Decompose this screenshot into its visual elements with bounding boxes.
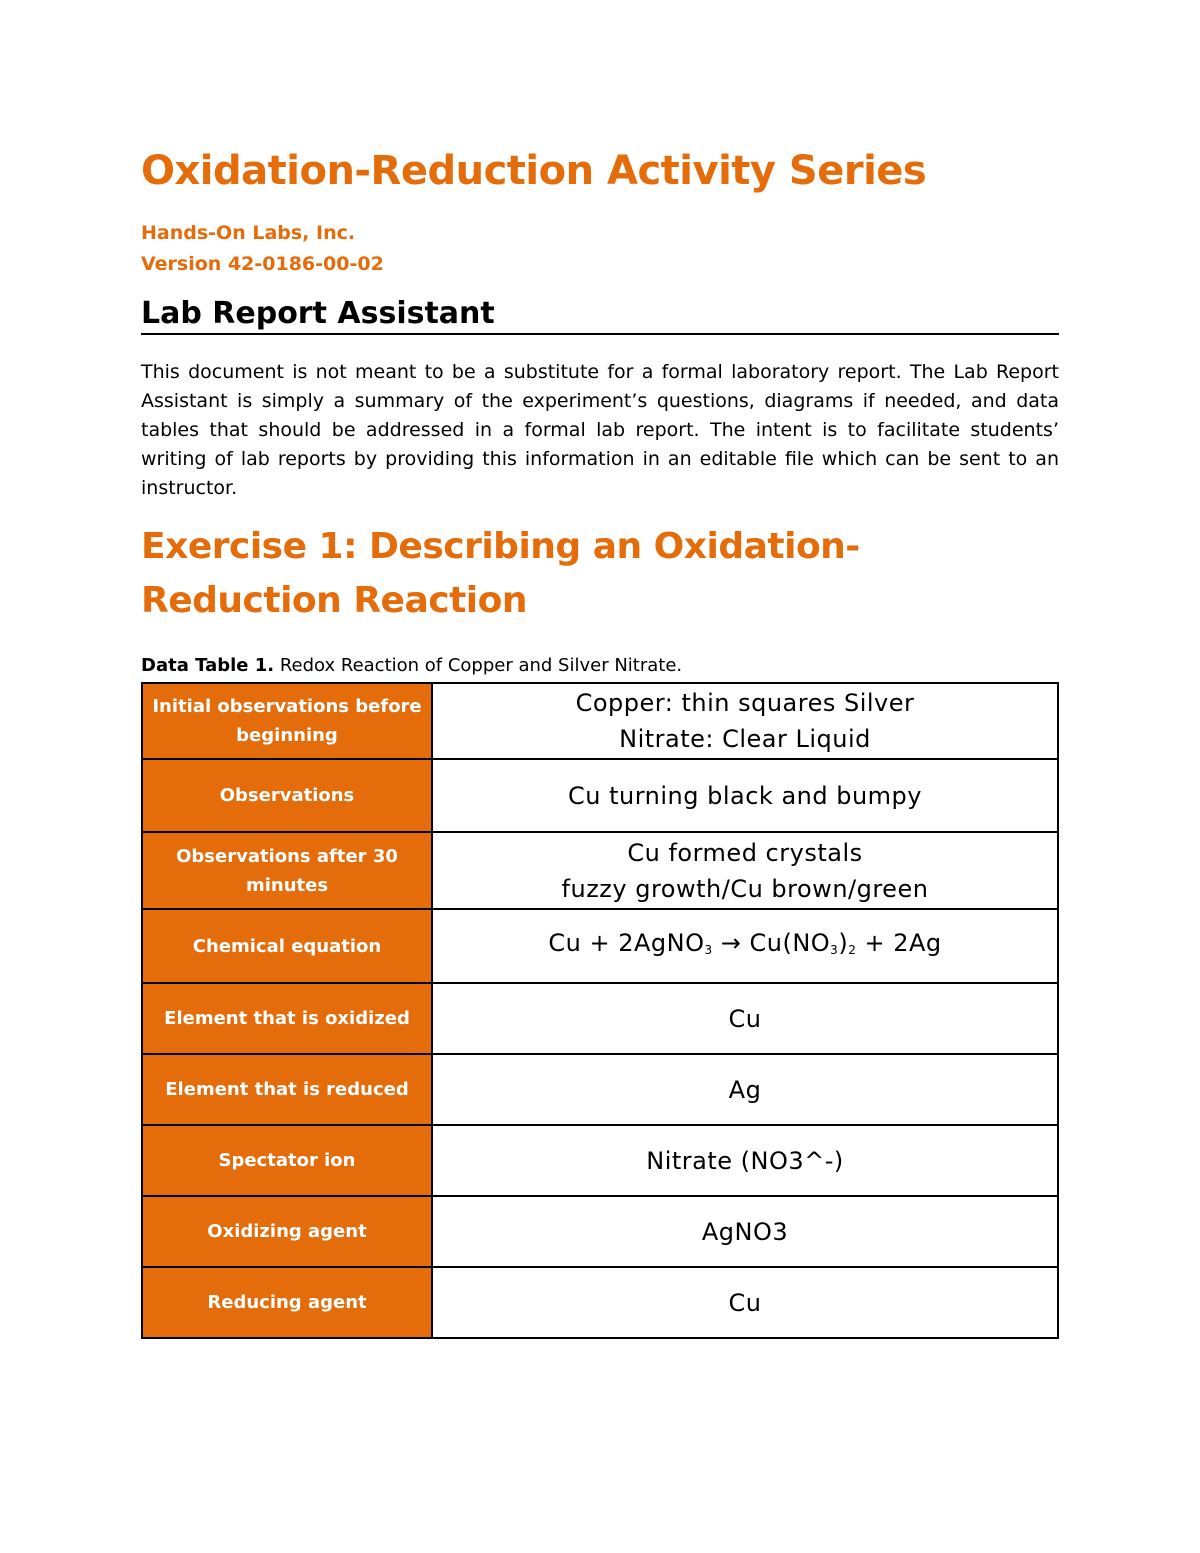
version-number: Version 42-0186-00-02 — [141, 253, 384, 275]
table-row — [142, 909, 1058, 983]
row-label: Observations — [142, 759, 432, 832]
table-row — [142, 983, 1058, 1054]
data-table — [141, 682, 1059, 1339]
table-row — [142, 683, 1058, 759]
table-row — [142, 832, 1058, 909]
row-label: Element that is oxidized — [142, 983, 432, 1054]
row-value: Nitrate (NO3^-) — [432, 1125, 1058, 1196]
table-row — [142, 1196, 1058, 1267]
table-row — [142, 759, 1058, 832]
document-title: Oxidation-Reduction Activity Series — [141, 148, 927, 194]
table-row — [142, 1125, 1058, 1196]
value-line: Cu formed crystals — [627, 838, 863, 867]
table-caption — [141, 655, 682, 676]
value-line: fuzzy growth/Cu brown/green — [561, 874, 929, 903]
chemical-equation: Cu + 2AgNO$_3$ → $Cu(NO_3)_2 + 2Ag$ — [432, 909, 1058, 983]
row-label: Element that is reduced — [142, 1054, 432, 1125]
row-label: Initial observations before beginning — [142, 683, 432, 759]
row-value: AgNO3 — [432, 1196, 1058, 1267]
row-value: Cu — [432, 1267, 1058, 1338]
table-caption-label: Data Table 1. — [141, 655, 275, 676]
row-value — [432, 832, 1058, 909]
exercise-title: Exercise 1: Describing an Oxidation-Reduction Reaction — [141, 526, 860, 621]
row-label: Reducing agent — [142, 1267, 432, 1338]
value-line: Nitrate: Clear Liquid — [619, 725, 871, 753]
row-label: Chemical equation — [142, 909, 432, 983]
row-label: Oxidizing agent — [142, 1196, 432, 1267]
row-value: Cu — [432, 983, 1058, 1054]
section-heading: Lab Report Assistant — [141, 296, 1059, 335]
row-value — [432, 683, 1058, 759]
row-label: Observations after 30 minutes — [142, 832, 432, 909]
company-name: Hands-On Labs, Inc. — [141, 222, 356, 244]
intro-paragraph: This document is not meant to be a substitute for a formal laboratory report. The Lab Report Assistant is simply a summary of the experiment’s questions, diagrams if needed, and data tables that should be addressed in a formal lab report. The intent is to facilitate students’ writing of lab reports by providing this information in an editable file which can be sent to an instructor. — [141, 361, 1059, 499]
table-caption-text: Redox Reaction of Copper and Silver Nitrate. — [279, 655, 683, 676]
row-value: Ag — [432, 1054, 1058, 1125]
table-row — [142, 1054, 1058, 1125]
row-value: Cu turning black and bumpy — [432, 759, 1058, 832]
row-label: Spectator ion — [142, 1125, 432, 1196]
value-line: Copper: thin squares Silver — [575, 689, 915, 717]
table-row — [142, 1267, 1058, 1338]
